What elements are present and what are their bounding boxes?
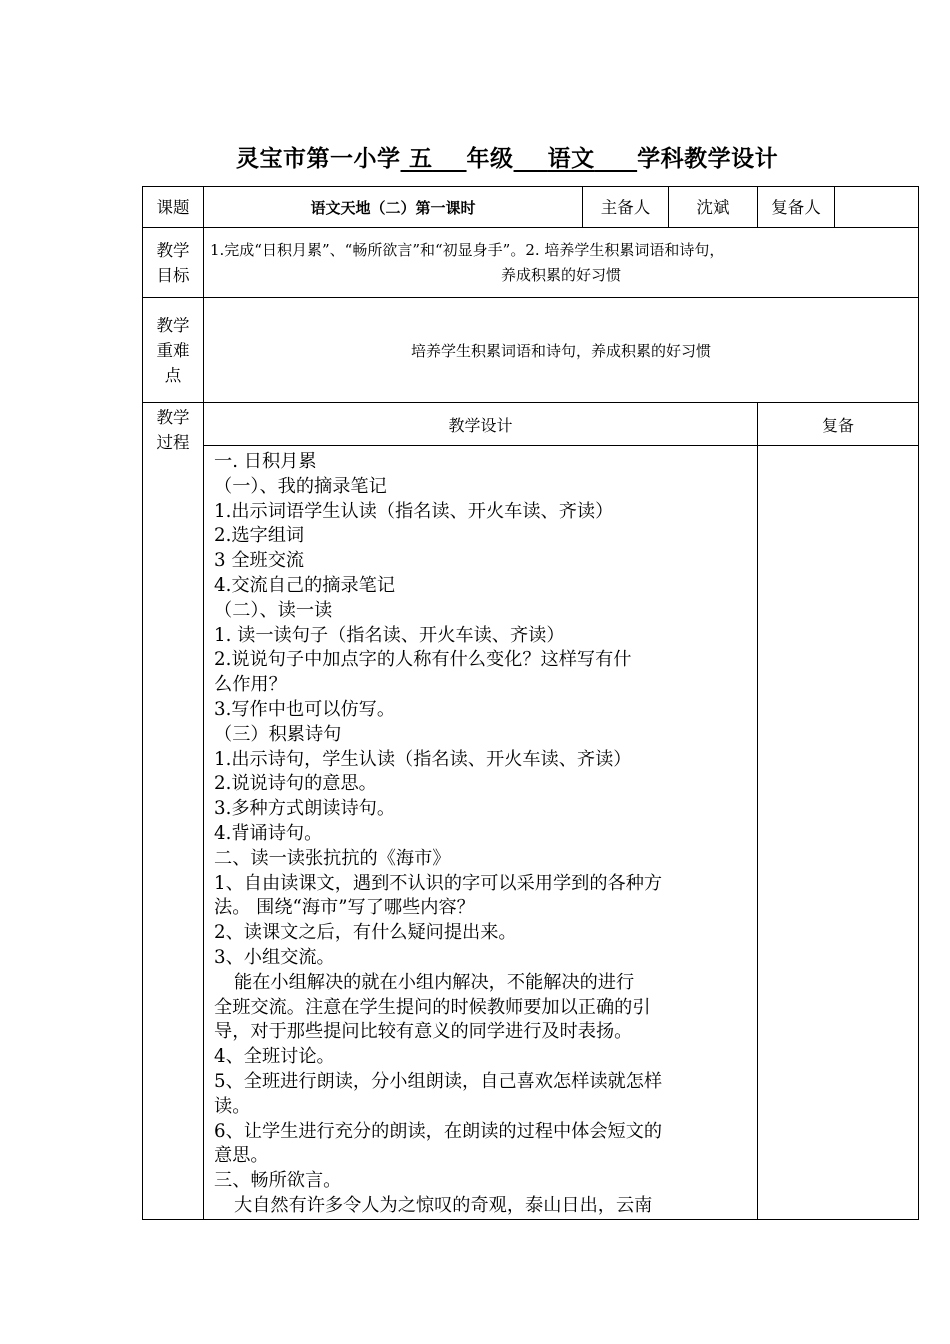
grade-field: 五 <box>409 146 433 172</box>
review-content <box>758 446 919 1220</box>
design-line: 1.出示诗句，学生认读（指名读、开火车读、齐读） <box>214 748 632 770</box>
design-line: 全班交流。注意在学生提问的时候教师要加以正确的引 <box>214 996 651 1018</box>
design-line: 1.出示词语学生认读（指名读、开火车读、齐读） <box>214 500 614 522</box>
design-line: 1. 读一读句子（指名读、开火车读、齐读） <box>214 624 565 646</box>
title-suffix: 学科教学设计 <box>637 146 779 172</box>
goals-line-2: 养成积累的好习惯 <box>500 265 621 284</box>
goals-text <box>204 228 919 298</box>
design-line: 二、读一读张抗抗的《海市》 <box>214 847 451 869</box>
design-line: 法。 围绕“海市”写了哪些内容？ <box>214 897 475 919</box>
design-line: 1、自由读课文，遇到不认识的字可以采用学到的各种方 <box>214 872 663 894</box>
design-line: 意思。 <box>214 1145 269 1167</box>
key-points-label: 教学重难点 <box>143 298 204 403</box>
design-line: 大自然有许多令人为之惊叹的奇观，泰山日出，云南 <box>234 1194 653 1216</box>
design-line: 能在小组解决的就在小组内解决，不能解决的进行 <box>234 971 635 993</box>
design-line: 4.背诵诗句。 <box>214 822 323 844</box>
design-line: 一. 日积月累 <box>214 451 317 472</box>
design-line: 2.说说句子中加点字的人称有什么变化？这样写有什 <box>214 649 632 671</box>
design-line: 3 全班交流 <box>214 550 305 572</box>
school-name: 灵宝市第一小学 <box>236 146 401 172</box>
design-header: 教学设计 <box>204 403 758 446</box>
design-line: （二）、读一读 <box>214 599 333 621</box>
design-line: 2.选字组词 <box>214 525 305 547</box>
design-line: 6、让学生进行充分的朗读，在朗读的过程中体会短文的 <box>214 1120 663 1142</box>
design-line: 5、全班进行朗读，分小组朗读，自己喜欢怎样读就怎样 <box>214 1070 663 1092</box>
design-line: 2、读课文之后，有什么疑问提出来。 <box>214 922 517 944</box>
topic-label: 课题 <box>143 187 204 228</box>
design-line: 2.说说诗句的意思。 <box>214 773 377 795</box>
preparer-label: 主备人 <box>583 187 669 228</box>
topic-value: 语文天地（二）第一课时 <box>204 187 583 228</box>
design-line: 4、全班讨论。 <box>214 1046 335 1068</box>
design-line: 导，对于那些提问比较有意义的同学进行及时表扬。 <box>214 1021 633 1043</box>
design-line: 4.交流自己的摘录笔记 <box>214 574 396 596</box>
design-content <box>204 446 758 1220</box>
goals-label: 教学目标 <box>143 228 204 298</box>
design-line: 3.写作中也可以仿写。 <box>214 698 396 720</box>
design-line: 3.多种方式朗读诗句。 <box>214 798 396 820</box>
lesson-plan-table <box>142 186 919 1220</box>
review-header: 复备 <box>758 403 919 446</box>
design-line: （三）积累诗句 <box>214 723 342 745</box>
design-line: （一）、我的摘录笔记 <box>214 475 387 497</box>
key-points-text: 培养学生积累词语和诗句，养成积累的好习惯 <box>204 298 919 403</box>
design-line: 读。 <box>214 1095 251 1117</box>
subject-field: 语文 <box>547 146 595 172</box>
goals-line-1: 1.完成“日积月累”、“畅所欲言”和“初显身手”。2. 培养学生积累词语和诗句， <box>210 240 725 259</box>
design-line: 三、畅所欲言。 <box>214 1170 342 1192</box>
co-preparer-value <box>835 187 919 228</box>
process-label: 教学过程 <box>143 403 204 1220</box>
grade-suffix: 年级 <box>466 146 514 172</box>
co-preparer-label: 复备人 <box>758 187 835 228</box>
preparer-value: 沈斌 <box>669 187 758 228</box>
design-line: 么作用？ <box>214 674 287 696</box>
design-line: 3、小组交流。 <box>214 946 335 968</box>
